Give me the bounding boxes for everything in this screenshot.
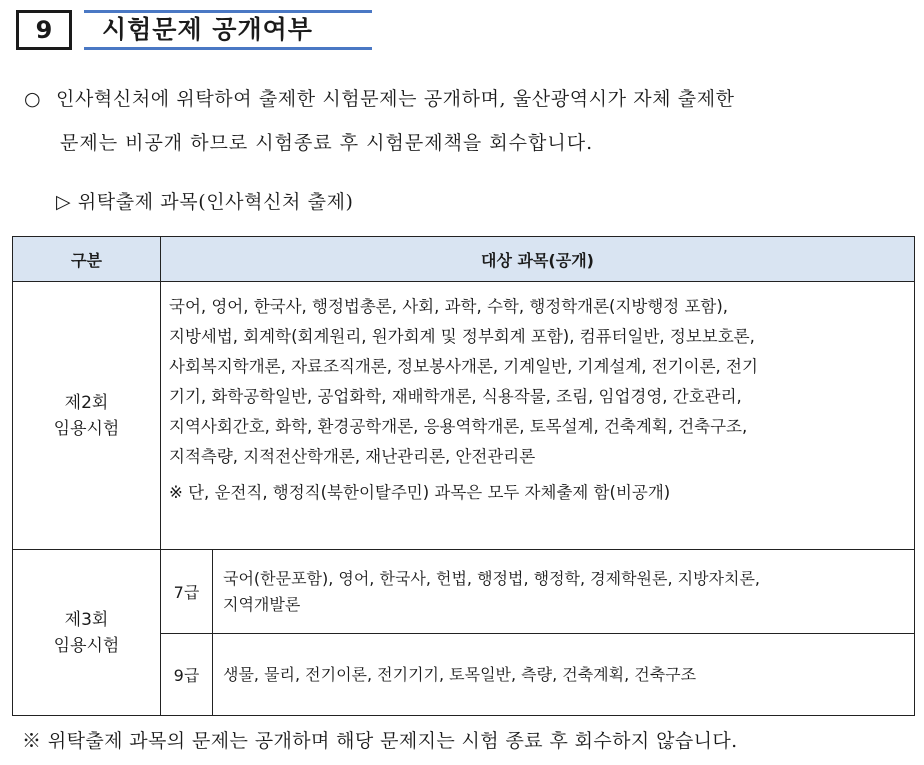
table-row-round3-grade7 [13,550,915,634]
header-category: 구분 [13,237,161,282]
round2-category [13,282,161,550]
table-row-round2 [13,282,915,550]
grade7-subjects [213,550,915,634]
intro-line-2: 문제는 비공개 하므로 시험종료 후 시험문제책을 회수합니다. [60,132,594,154]
section-title: 시험문제 공개여부 [84,10,372,50]
round2-note: ※ 단, 운전직, 행정직(북한이탈주민) 과목은 모두 자체출제 함(비공개) [169,483,671,502]
round2-subject-line: 지적측량, 지적전산학개론, 재난관리론, 안전관리론 [169,447,536,466]
grade9-subjects: 생물, 물리, 전기이론, 전기기기, 토목일반, 측량, 건축계획, 건축구조 [213,634,915,716]
circle-bullet-icon: ○ [24,88,41,110]
grade9-label: 9급 [161,634,213,716]
footer-note: ※ 위탁출제 과목의 문제는 공개하며 해당 문제지는 시험 종료 후 회수하지 않습니다. [22,730,738,752]
round2-subject-line: 지방세법, 회계학(회계원리, 원가회계 및 정부회계 포함), 컴퓨터일반, 정보보호론, [169,327,755,346]
sub-heading: ▷ 위탁출제 과목(인사혁신처 출제) [56,191,354,213]
grade7-subject-line1: 국어(한문포함), 영어, 한국사, 헌법, 행정법, 행정학, 경제학원론, 지방자치론, [223,568,760,588]
round2-subject-line: 지역사회간호, 화학, 환경공학개론, 응용역학개론, 토목설계, 건축계획, 건축구조, [169,417,748,436]
round3-category-line1: 제3회 [64,609,109,630]
round2-subjects [161,282,915,550]
grade7-label: 7급 [161,550,213,634]
subjects-table [12,236,915,716]
round3-category [13,550,161,716]
intro-line-1: 인사혁신처에 위탁하여 출제한 시험문제는 공개하며, 울산광역시가 자체 출제한 [56,88,735,110]
round2-category-line2: 임용시험 [53,418,120,439]
round2-category-line1: 제2회 [64,392,109,413]
header-subjects: 대상 과목(공개) [161,237,915,282]
round2-subject-line: 사회복지학개론, 자료조직개론, 정보봉사개론, 기계일반, 기계설계, 전기이론, 전기 [169,357,758,376]
grade7-subject-line2: 지역개발론 [223,594,301,614]
section-number: 9 [16,10,72,50]
table-header-row [13,237,915,282]
section-header [14,6,374,56]
round3-category-line2: 임용시험 [53,635,120,656]
round2-subject-line: 기기, 화학공학일반, 공업화학, 재배학개론, 식용작물, 조림, 임업경영, 간호관리, [169,387,742,406]
round2-subject-line: 국어, 영어, 한국사, 행정법총론, 사회, 과학, 수학, 행정학개론(지방행정 포함), [169,297,729,316]
